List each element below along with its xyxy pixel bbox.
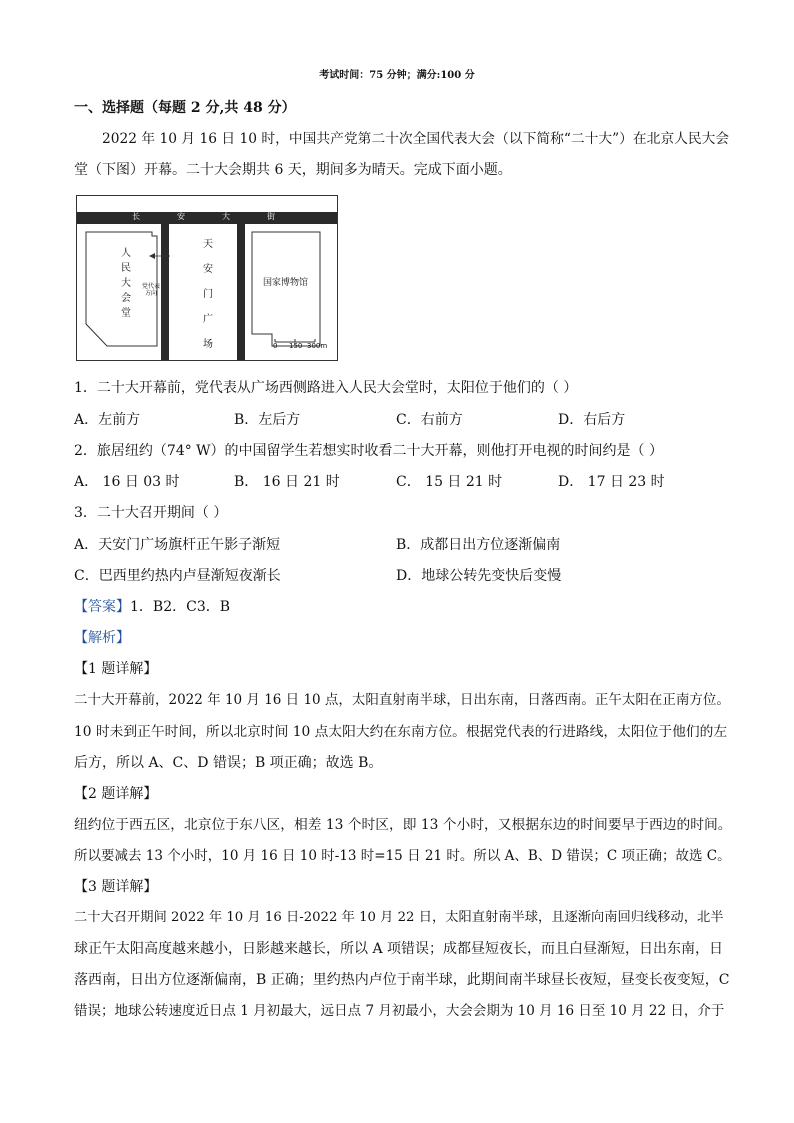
- detail-3-line-3: 落西南，日出方位逐渐偏南，B 正确；里约热内卢位于南半球，此期间南半球昼长夜短，昼变长夜变短，C: [74, 972, 730, 988]
- hall-char: 堂: [121, 308, 131, 319]
- analysis-label: 【解析】: [74, 630, 130, 646]
- intro-line-1: 2022 年 10 月 16 日 10 时，中国共产党第二十次全国代表大会（以下简称“二十大”）在北京人民大会: [102, 131, 730, 147]
- section-title: 一、选择题（每题 2 分,共 48 分）: [74, 100, 296, 116]
- detail-2-line-2: 所以要减去 13 个小时，10 月 16 日 10 时-13 时=15 日 21 时。所以 A、B、D 错误；C 项正确；故选 C。: [74, 848, 731, 864]
- q1-option-c: C．右前方: [396, 412, 463, 428]
- q1-option-a: A．左前方: [74, 412, 141, 428]
- detail-2-label: 【2 题详解】: [74, 786, 158, 802]
- q1-option-d: D．右后方: [558, 412, 626, 428]
- answer-label: 【答案】: [74, 599, 130, 615]
- exam-info: 考试时间：75 分钟；满分:100 分: [319, 70, 475, 81]
- arrow-label-2: 方向: [145, 290, 158, 297]
- hall-char: 民: [121, 263, 131, 274]
- q1-option-b: B．左后方: [234, 412, 301, 428]
- q2-option-c: C． 15 日 21 时: [396, 474, 503, 490]
- q3-option-d: D．地球公转先变快后变慢: [396, 568, 562, 584]
- detail-1-line-2: 10 时未到正午时间，所以北京时间 10 点太阳大约在东南方位。根据党代表的行进路线，太阳位于他们的左: [74, 724, 728, 740]
- street-char: 街: [267, 212, 275, 221]
- question-1-stem: 1．二十大开幕前，党代表从广场西侧路进入人民大会堂时，太阳位于他们的（ ）: [74, 380, 578, 396]
- detail-1-line-1: 二十大开幕前，2022 年 10 月 16 日 10 点，太阳直射南半球，日出东南，日落西南。正午太阳在正南方位。: [74, 692, 730, 708]
- museum-label: 国家博物馆: [263, 278, 309, 288]
- great-hall-label: [119, 246, 133, 321]
- hall-char: 大: [121, 278, 131, 289]
- detail-2-line-1: 纽约位于西五区，北京位于东八区，相差 13 个时区，即 13 个小时，又根据东边的时间要早于西边的时间。: [74, 817, 732, 833]
- street-char: 安: [177, 212, 185, 221]
- q3-option-b: B．成都日出方位逐渐偏南: [396, 537, 561, 553]
- detail-3-line-4: 错误；地球公转速度近日点 1 月初最大，远日点 7 月初最小，大会会期为 10 月 16 日至 10 月 22 日，介于: [74, 1003, 725, 1019]
- q3-option-a: A．天安门广场旗杆正午影子渐短: [74, 537, 281, 553]
- hall-char: 人: [121, 248, 131, 259]
- answer-text: 1．B2．C3．B: [130, 599, 231, 615]
- detail-3-label: 【3 题详解】: [74, 879, 158, 895]
- question-3-stem: 3．二十大召开期间（ ）: [74, 505, 228, 521]
- delegate-direction-label: [142, 283, 160, 297]
- q2-option-a: A． 16 日 03 时: [74, 474, 180, 490]
- q2-option-d: D． 17 日 23 时: [558, 474, 665, 490]
- q3-option-c: C．巴西里约热内卢昼渐短夜渐长: [74, 568, 281, 584]
- detail-3-line-2: 球正午太阳高度越来越小，日影越来越长，所以 A 项错误；成都昼短夜长，而且白昼渐短，日出东南，日: [74, 941, 724, 957]
- scale-0: 0: [273, 342, 278, 350]
- question-2-stem: 2．旅居纽约（74° W）的中国留学生若想实时收看二十大开幕，则他打开电视的时间约是（ ）: [74, 443, 664, 459]
- museum-outline: [252, 232, 320, 346]
- square-char: 天: [203, 239, 213, 250]
- square-char: 安: [203, 264, 213, 275]
- detail-3-line-1: 二十大召开期间 2022 年 10 月 16 日-2022 年 10 月 22 日，太阳直射南半球，且逐渐向南回归线移动，北半: [74, 910, 724, 925]
- detail-1-label: 【1 题详解】: [74, 661, 158, 677]
- arrow-label-1: 党代表: [142, 283, 161, 290]
- square-char: 场: [203, 339, 213, 350]
- hall-char: 会: [121, 293, 131, 304]
- answer-line: [74, 597, 724, 617]
- scale-150: 150: [289, 342, 303, 350]
- tiananmen-map: [76, 195, 338, 361]
- q2-option-b: B． 16 日 21 时: [234, 474, 340, 490]
- intro-line-2: 堂（下图）开幕。二十大会期共 6 天，期间多为晴天。完成下面小题。: [74, 162, 512, 178]
- scale-300: 300m: [307, 342, 328, 350]
- delegate-arrow-head: [149, 253, 155, 259]
- square-char: 门: [203, 289, 213, 300]
- detail-1-line-3: 后方，所以 A、C、D 错误；B 项正确；故选 B。: [74, 755, 383, 771]
- square-char: 广: [203, 314, 213, 325]
- street-char: 长: [132, 212, 140, 221]
- tiananmen-square-label: [201, 232, 215, 357]
- street-char: 大: [222, 212, 230, 221]
